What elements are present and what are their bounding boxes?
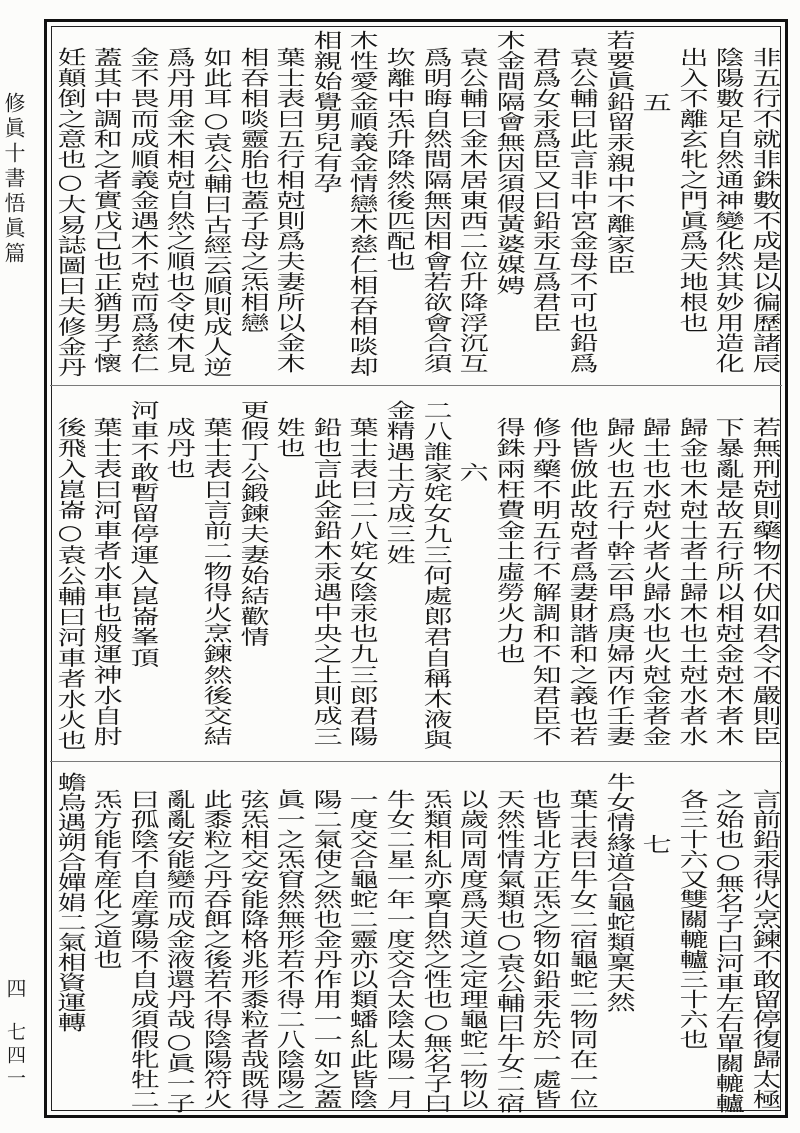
page-number: 七四一: [4, 1022, 26, 1091]
commentary-column: 袁公輔曰金木居東西二位升降浮沉互: [454, 47, 490, 374]
commentary-column: 袁公輔曰此言非中宮金母不可也鉛爲: [564, 47, 600, 374]
section-heading: 五: [637, 92, 673, 113]
commentary-column: 葉士表曰牛女二宿龜蛇二物同在一位: [564, 789, 600, 1109]
verse-column: 蟾烏遇朔合嬋娟二氣相資運轉: [52, 772, 87, 1032]
commentary-column: 牛女二星一年一度交合太陰太陽一月: [381, 789, 417, 1109]
commentary-column: 葉士表曰言前二物得火烹鍊然後交結: [198, 417, 234, 747]
verse-column: 牛女情緣道合龜蛇類稟天然: [601, 772, 636, 1012]
commentary-column: 坎離中炁升降然後匹配也: [381, 47, 417, 272]
verse-column: 若要眞鉛留汞親中不離家臣: [601, 30, 636, 275]
commentary-column: 出入不離玄牝之門眞爲天地根也: [674, 47, 710, 333]
commentary-column: 他皆倣此故尅者爲妻財諧和之義也若: [564, 417, 600, 747]
verse-column: 河車不敢暫留停運入崑崙峯頂: [125, 400, 161, 668]
commentary-column: 陽二氣使之然也金丹作用一一如之蓋: [308, 789, 344, 1109]
commentary-column: 歸土也水尅火者火歸水也火尅金者金: [637, 417, 673, 747]
commentary-column: 亂亂安能變而成金液還丹哉○眞一子: [161, 789, 197, 1113]
commentary-column: 鉛也言此金鉛木汞遇中央之土則成三: [308, 417, 344, 747]
section-heading: 七: [637, 834, 673, 854]
commentary-column: 爲明晦自然間隔無因相會若欲會合須: [418, 47, 453, 374]
commentary-column: 如此耳○袁公輔曰古經云順則成人逆: [198, 47, 234, 378]
commentary-column: 天然性情氣類也○袁公輔曰牛女二宿: [491, 789, 527, 1113]
verse-column: 二八誰家姹女九三何處郎君自稱木液與: [418, 400, 453, 751]
verse-column: 相親始覺男兒有孕: [308, 30, 344, 194]
commentary-column: 蓋其中調和之者實戊己也正猶男子懷: [88, 47, 124, 374]
commentary-column: 弦炁相交安能降格兆形黍粒者哉既得: [235, 789, 270, 1109]
commentary-column: 之始也○無名子曰河車左右單關轆轤: [710, 789, 746, 1113]
commentary-column: 爲丹用金木相尅自然之順也令使木見: [161, 47, 197, 374]
commentary-column: 葉士表曰二八姹女陰汞也九三郎君陽: [344, 417, 380, 747]
commentary-column: 歸金也木尅土者土歸木也土尅水者水: [674, 417, 710, 747]
juan-number: 四: [3, 978, 27, 998]
commentary-column: 得銖兩枉費金土虛勞火力也: [491, 417, 527, 665]
commentary-column: 下暴亂是故五行所以相尅金尅木者木: [710, 417, 746, 747]
section-heading: 六: [454, 462, 490, 483]
commentary-column: 妊顛倒之意也○大易誌圖曰夫修金丹: [52, 47, 87, 378]
commentary-column: 炁類相糺亦稟自然之性也○無名子曰: [418, 789, 453, 1113]
commentary-column: 陰陽數足自然通神變化然其妙用造化: [710, 47, 746, 374]
verse-column: 木金間隔會無因須假黃婆媒娉: [491, 30, 527, 296]
commentary-column: 此黍粒之丹吞餌之後若不得陰陽符火: [198, 789, 234, 1109]
commentary-column: 若無刑尅則藥物不伏如君令不嚴則臣: [747, 417, 783, 747]
commentary-column: 各三十六又雙關轆轤三十六也: [674, 789, 710, 1049]
commentary-column: 以歲同周度爲天道之定理龜蛇二物以: [454, 789, 490, 1109]
commentary-column: 也皆北方正炁之物如鉛汞先於一處皆: [527, 789, 563, 1109]
commentary-column: 眞一之炁窅然無形若不得二八陰陽之: [271, 789, 307, 1109]
commentary-column: 一度交合龜蛇二靈亦以類蟠糺此皆陰: [344, 789, 380, 1109]
commentary-column: 曰孤陰不自産寡陽不自成須假牝牡二: [125, 789, 161, 1109]
commentary-column: 金不畏而成順義金遇木不尅而爲慈仁: [125, 47, 161, 374]
commentary-column: 非五行不就非銖數不成是以徧歷諸辰: [747, 47, 783, 374]
verse-column: 金精遇土方成三姓: [381, 400, 417, 565]
commentary-column: 修丹藥不明五行不解調和不知君臣不: [527, 417, 563, 747]
commentary-column: 君爲女汞爲臣又曰鉛汞互爲君臣: [527, 47, 563, 333]
commentary-column: 葉士表曰五行相尅則爲夫妻所以金木: [271, 47, 307, 374]
commentary-column: 葉士表曰河車者水車也般運神水自肘: [88, 417, 124, 747]
verse-column: 木性愛金順義金情戀木慈仁相吞相啖却: [344, 30, 380, 377]
commentary-column: 姓也: [271, 417, 307, 459]
commentary-column: 成丹也: [161, 417, 197, 479]
commentary-column: 言前鉛汞得火烹鍊不敢留停復歸太極: [747, 789, 783, 1109]
verse-column: 更假丁公鍛鍊夫妻始結歡情: [235, 400, 270, 648]
commentary-column: 相吞相啖靈胎也蓋子母之炁相戀: [235, 47, 270, 333]
commentary-column: 後飛入崑崙○袁公輔曰河車者水火也: [52, 417, 87, 751]
commentary-column: 歸火也五行十幹云甲爲庚婦丙作壬妻: [601, 417, 636, 747]
commentary-column: 炁方能有産化之道也: [88, 789, 124, 969]
margin-book-title: 修眞十書悟眞篇: [2, 92, 26, 267]
